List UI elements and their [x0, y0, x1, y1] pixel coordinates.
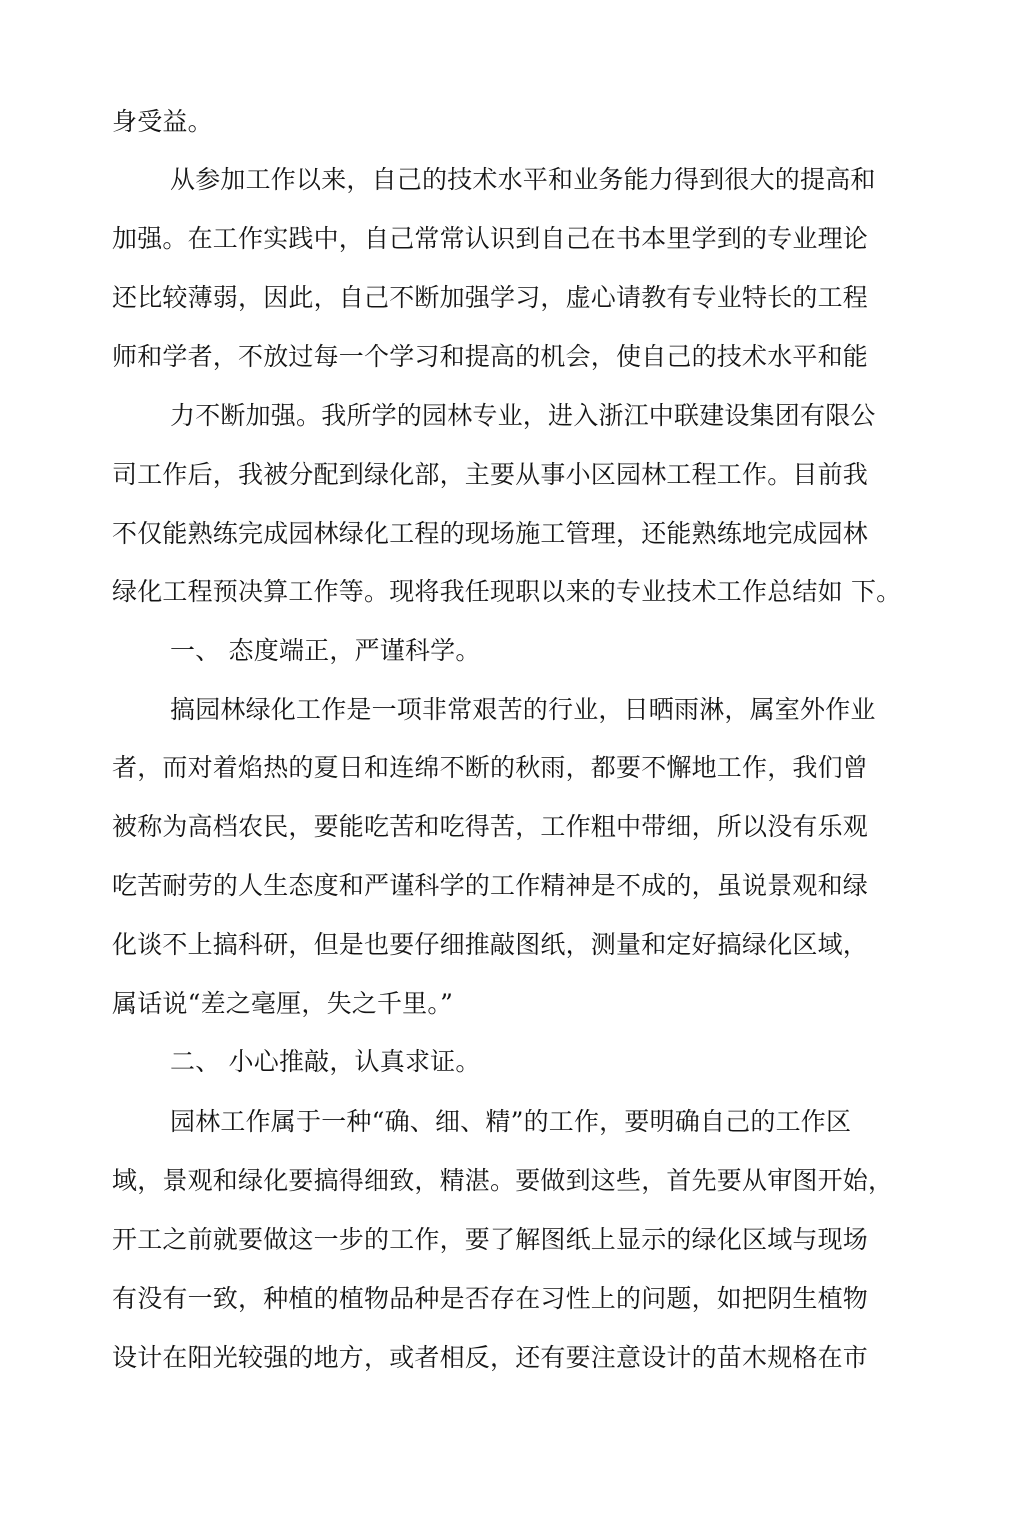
text-line-09: 绿化工程预决算工作等。现将我任现职以来的专业技术工作总结如 下。 [112, 577, 902, 606]
section-heading-1: 一、 态度端正，严谨科学。 [170, 636, 481, 665]
text-line-08: 不仅能熟练完成园林绿化工程的现场施工管理，还能熟练地完成园林 [112, 519, 869, 548]
text-line-16: 属话说“差之毫厘，失之千里。” [112, 989, 454, 1018]
text-line-04: 还比较薄弱，因此，自己不断加强学习，虚心请教有专业特长的工程 [112, 283, 869, 312]
text-line-22: 设计在阳光较强的地方，或者相反，还有要注意设计的苗木规格在市 [112, 1343, 869, 1372]
text-line-20: 开工之前就要做这一步的工作，要了解图纸上显示的绿化区域与现场 [112, 1225, 869, 1254]
text-line-12: 者，而对着焰热的夏日和连绵不断的秋雨，都要不懈地工作，我们曾 [112, 753, 869, 782]
text-line-07: 司工作后，我被分配到绿化部，主要从事小区园林工程工作。目前我 [112, 460, 869, 489]
text-line-06: 力不断加强。我所学的园林专业，进入浙江中联建设集团有限公 [170, 401, 876, 430]
text-line-19: 域，景观和绿化要搞得细致，精湛。要做到这些，首先要从审图开始， [112, 1166, 894, 1195]
text-line-05: 师和学者，不放过每一个学习和提高的机会，使自己的技术水平和能 [112, 342, 869, 371]
text-line-03: 加强。在工作实践中，自己常常认识到自己在书本里学到的专业理论 [112, 224, 869, 253]
text-line-02: 从参加工作以来，自己的技术水平和业务能力得到很大的提高和 [170, 165, 876, 194]
text-line-01: 身受益。 [112, 107, 213, 136]
text-line-15: 化谈不上搞科研，但是也要仔细推敲图纸，测量和定好搞绿化区域， [112, 930, 869, 959]
text-line-11: 搞园林绿化工作是一项非常艰苦的行业，日晒雨淋，属室外作业 [170, 695, 876, 724]
text-line-13: 被称为高档农民，要能吃苦和吃得苦，工作粗中带细，所以没有乐观 [112, 812, 869, 841]
text-line-18: 园林工作属于一种“确、细、精”的工作，要明确自己的工作区 [170, 1107, 852, 1136]
text-line-14: 吃苦耐劳的人生态度和严谨科学的工作精神是不成的，虽说景观和绿 [112, 871, 869, 900]
section-heading-2: 二、 小心推敲，认真求证。 [170, 1047, 481, 1076]
text-line-21: 有没有一致，种植的植物品种是否存在习性上的问题，如把阴生植物 [112, 1284, 869, 1313]
